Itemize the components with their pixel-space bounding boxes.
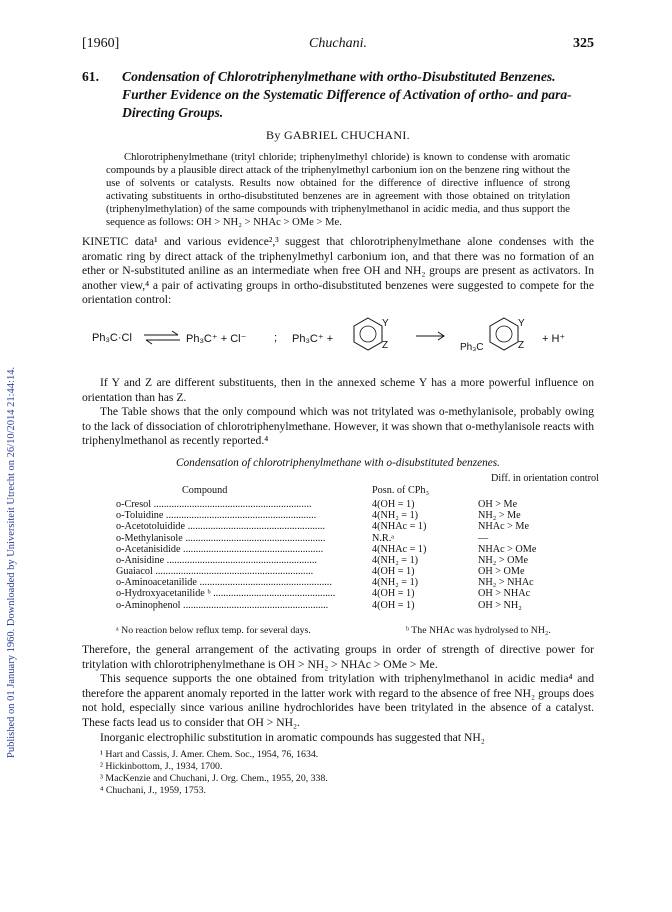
cell-diff: OH > NHAc xyxy=(478,588,531,600)
reaction-arrow-icon xyxy=(414,330,448,342)
cell-compound: o-Toluidine ........................................................... xyxy=(116,510,317,522)
byline: By GABRIEL CHUCHANI. xyxy=(266,128,410,142)
cell-compound: o-Acetotoluidide ...................................................... xyxy=(116,521,326,533)
scheme-separator: ; xyxy=(274,331,278,344)
cell-diff: NH₂ > Me xyxy=(478,510,521,522)
cell-posn: 4(NH₂ = 1) xyxy=(372,577,419,589)
header-posn: Posn. of CPh₃ xyxy=(372,484,430,496)
table-row xyxy=(116,521,596,532)
cell-diff: OH > NH₂ xyxy=(478,599,522,611)
cell-compound: Guaiacol .............................................................. xyxy=(116,566,314,578)
header-author: Chuchani. xyxy=(309,36,367,51)
scheme-plus-h: + H⁺ xyxy=(542,332,566,345)
results-table xyxy=(82,472,599,643)
table-row xyxy=(116,566,596,577)
scheme-product-sub-z: Z xyxy=(518,339,525,351)
sidebar-text: Published on 01 January 1960. Downloaded by Universiteit Utrecht on 26/10/2014 21:44:14. xyxy=(6,366,17,758)
cell-diff: — xyxy=(478,532,489,544)
article-number: 61. xyxy=(82,69,99,84)
scheme-reactant2: Ph₃C⁺ + xyxy=(292,332,334,345)
equilibrium-arrow-icon xyxy=(142,328,182,348)
table-row xyxy=(116,499,596,510)
table-notes xyxy=(116,625,596,636)
reference-item: ⁴ Chuchani, J., 1959, 1753. xyxy=(100,785,207,797)
table-row xyxy=(116,577,596,588)
cell-posn: N.R.ᵃ xyxy=(372,532,395,544)
paragraph-intro: KINETIC data¹ and various evidence²,³ suggest that chlorotriphenylmethane alone condenses with the aromatic ring by direct attack of the triphenylmethyl carbonium ion, and that there was no formation of an ether or N-substituted aniline as an intermediate when free OH and NH₂ groups are present as activators. In another view,⁴ a pair of activating groups in ortho-disubstituted benzenes were suggested to compete for the orientation control: xyxy=(82,235,594,307)
cell-diff: NHAc > Me xyxy=(478,521,530,533)
scheme-sub-z: Z xyxy=(382,339,389,351)
cell-posn: 4(OH = 1) xyxy=(372,566,415,578)
cell-posn: 4(NH₂ = 1) xyxy=(372,510,419,522)
scheme-reactant: Ph₃C·Cl xyxy=(92,331,132,344)
table-row xyxy=(116,555,596,566)
references xyxy=(82,749,594,797)
reference-item: ² Hickinbottom, J., 1934, 1700. xyxy=(100,761,223,773)
table-row xyxy=(116,533,596,544)
cell-posn: 4(NHAc = 1) xyxy=(372,543,427,555)
abstract: Chlorotriphenylmethane (trityl chloride; triphenylmethyl chloride) is known to condense with aromatic compounds by a plausible direct attack of the triphenylmethyl carbonium ion on the benzene ring without the use of solvents or catalysts. Results now obtained for the difference of directive influence of strong activating substituents in ortho-disubstituted benzenes are in agreement with those obtained on tritylation (triphenylmethylation) of the same compounds with triphenylmethanol in acidic media, and thus support the sequence as follows: OH > NH₂ > NHAc > OMe > Me. xyxy=(106,152,570,228)
cell-diff: NHAc > OMe xyxy=(478,543,537,555)
cell-posn: 4(NH₂ = 1) xyxy=(372,554,419,566)
scheme-product-sub-y: Y xyxy=(518,317,525,329)
table-rows xyxy=(116,499,596,611)
scheme-sub-y: Y xyxy=(382,317,389,329)
cell-posn: 4(OH = 1) xyxy=(372,498,415,510)
cell-diff: NH₂ > OMe xyxy=(478,554,529,566)
table-note-a: ᵃ No reaction below reflux temp. for several days. xyxy=(116,624,311,636)
cell-diff: OH > OMe xyxy=(478,566,525,578)
download-sidebar-note xyxy=(4,150,20,760)
cell-posn: 4(OH = 1) xyxy=(372,588,415,600)
header-diff: Diff. in orientation control xyxy=(491,472,599,484)
cell-posn: 4(OH = 1) xyxy=(372,599,415,611)
cell-compound: o-Acetanisidide ....................................................... xyxy=(116,543,324,555)
table-row xyxy=(116,600,596,611)
scheme-products1: Ph₃C⁺ + Cl⁻ xyxy=(186,332,247,345)
cell-posn: 4(NHAc = 1) xyxy=(372,521,427,533)
scheme-ph3c: Ph₃C xyxy=(460,341,484,353)
running-head xyxy=(82,36,594,56)
cell-diff: OH > Me xyxy=(478,498,518,510)
cell-compound: o-Aminophenol ......................................................... xyxy=(116,599,329,611)
paragraph-inorganic: Inorganic electrophilic substitution in aromatic compounds has suggested that NH₂ xyxy=(100,730,485,744)
header-page-number: 325 xyxy=(573,36,594,51)
cell-diff: NH₂ > NHAc xyxy=(478,577,534,589)
cell-compound: o-Aminoacetanilide .................................................... xyxy=(116,577,332,589)
paragraph-sequence-support: This sequence supports the one obtained from tritylation with triphenylmethanol in acidic media⁴ and therefore the apparent anomaly reported in the latter work with regard to the absence of free NH₂ groups does not hold, especially since various aniline hydrochlorides have been tritylated in the absence of a catalyst. These facts lead us to consider that OH > NH₂. xyxy=(82,672,594,729)
table-caption: Condensation of chlorotriphenylmethane with o-disubstituted benzenes. xyxy=(175,456,501,469)
table-row xyxy=(116,588,596,599)
cell-compound: o-Anisidine ........................................................... xyxy=(116,554,317,566)
table-note-b: ᵇ The NHAc was hydrolysed to NH₂. xyxy=(406,624,551,636)
article-title-text: Condensation of Chlorotriphenylmethane with ortho-Disubstituted Benzenes. Further Evidence on the Systematic Difference of Activation of ortho- and para-Directing Groups. xyxy=(122,69,572,120)
reaction-scheme xyxy=(82,312,594,376)
reference-item: ¹ Hart and Cassis, J. Amer. Chem. Soc., 1954, 76, 1634. xyxy=(100,749,319,761)
paragraph-table-intro: The Table shows that the only compound which was not tritylated was o-methylanisole, probably owing to the lack of dissociation of chlorotriphenylmethane. However, it was shown that o-methylanisole reacts with triphenylmethanol as recently reported.⁴ xyxy=(82,405,594,448)
header-compound: Compound xyxy=(182,484,228,496)
table-row xyxy=(116,510,596,521)
cell-compound: o-Hydroxyacetanilide ᵇ ................................................ xyxy=(116,588,336,600)
cell-compound: o-Methylanisole ....................................................... xyxy=(116,532,326,544)
paragraph-conclusion: Therefore, the general arrangement of the activating groups in order of strength of directive power for tritylation with chlorotriphenylmethane is OH > NH₂ > NHAc > OMe > Me. xyxy=(82,642,594,671)
reference-item: ³ MacKenzie and Chuchani, J. Org. Chem., 1955, 20, 338. xyxy=(100,773,328,785)
article-title xyxy=(82,68,594,122)
paragraph-scheme-explanation: If Y and Z are different substituents, then in the annexed scheme Y has a more powerful influence on orientation than has Z. xyxy=(82,375,594,404)
paper-page xyxy=(82,36,599,797)
cell-compound: o-Cresol .............................................................. xyxy=(116,498,312,510)
table-row xyxy=(116,544,596,555)
header-year: [1960] xyxy=(82,36,120,51)
